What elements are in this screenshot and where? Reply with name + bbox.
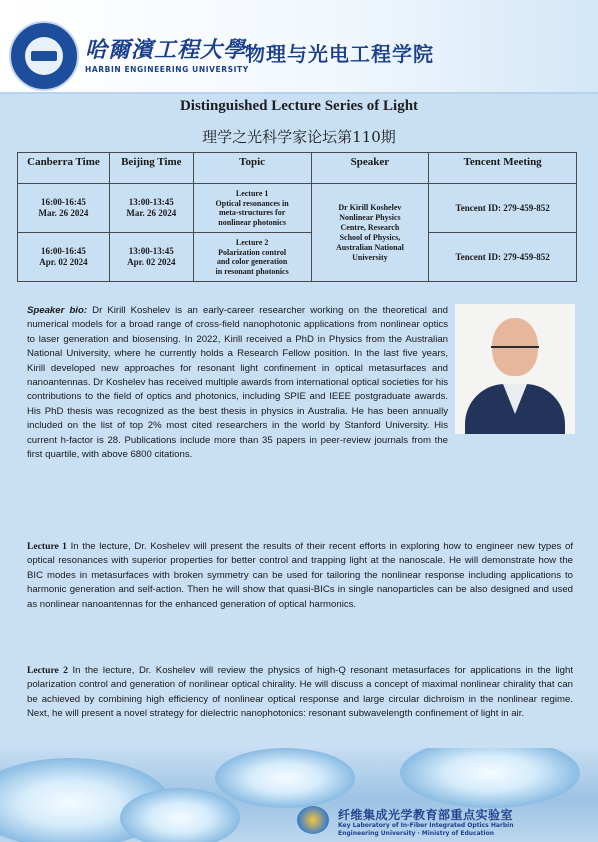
- lecture-2-lead: Lecture 2: [27, 665, 68, 676]
- speaker-photo: [455, 304, 575, 434]
- lecture-2-text: In the lecture, Dr. Koshelev will review the physics of high-Q resonant metasurfaces for applications in the light polarization control and generation of nonlinear optical chirality. He will discuss a concept of maximal nonlinear chirality that can be achieved by combining high efficiency of nonlinear optical response and large circular dichroism in the nonlinear regime. Next, he will present a novel strategy for dielectric nanophotonics: resonant subwavelength confinement of light in air.: [27, 665, 574, 720]
- topic-line: and color generation: [216, 257, 288, 266]
- header-tencent-meeting: Tencent Meeting: [429, 153, 577, 184]
- lab-name-en-line1: Key Laboratory of In-Fiber Integrated Optics Harbin: [338, 822, 514, 829]
- lecture-2-abstract: [27, 664, 573, 722]
- speaker-cell: [311, 184, 429, 282]
- tencent-meeting-cell: Tencent ID: 279-459-852: [429, 184, 577, 233]
- topic-cell: [193, 233, 311, 282]
- lecture-1-lead: Lecture 1: [27, 541, 67, 552]
- table-row: [18, 233, 577, 282]
- topic-cell: [193, 184, 311, 233]
- time-text: 16:00-16:45: [40, 197, 86, 207]
- time-text: 13:00-13:45: [128, 197, 174, 207]
- bio-text: Dr Kirill Koshelev is an early-career researcher working on the theoretical and numerical models for a broad range of cross-field nanophotonic applications from nonlinear optics to laser generation and biosensing. In 2022, Kirill received a PhD in Physics from the Australian National University, where he currently holds a Research Fellow position. In the last five years, Kirill developed new approaches for resonant light confinement in optical metasurfaces and nanoantennas. Dr Koshelev has received multiple awards from international optical societies for his contributions to the field of optics and photonics, including SPIE and IEEE postgraduate awards. His PhD thesis was recognized as the best thesis in physics in Australia. He has been annually included on the list of top 2% most cited researchers in the world by Stanford University. His current h-factor is 28. Publications include more than 35 papers in peer-review journals from the first quartile, with above 6800 citations.: [27, 305, 448, 461]
- table-header-row: [18, 153, 577, 184]
- table-row: [18, 184, 577, 233]
- topic-line: nonlinear photonics: [218, 217, 286, 227]
- header-topic: Topic: [193, 153, 311, 184]
- date-text: Apr. 02 2024: [39, 257, 88, 267]
- topic-line: meta-structures for: [218, 208, 286, 217]
- speaker-line: University: [352, 252, 388, 262]
- header-divider: [0, 92, 598, 94]
- beijing-time-cell: [109, 233, 193, 282]
- topic-line: Lecture 1: [235, 189, 269, 198]
- university-name-en: HARBIN ENGINEERING UNIVERSITY: [85, 65, 249, 74]
- beijing-time-cell: [109, 184, 193, 233]
- header-beijing-time: Beijing Time: [109, 153, 193, 184]
- speaker-line: Nonlinear Physics: [339, 212, 401, 222]
- page-title: Distinguished Lecture Series of Light: [179, 98, 419, 114]
- canberra-time-cell: [18, 233, 110, 282]
- lab-logo-icon: [297, 806, 329, 834]
- lab-name-en-line2: Engineering University · Ministry of Education: [338, 830, 494, 837]
- topic-line: in resonant photonics: [215, 266, 289, 276]
- schedule-table: [17, 152, 577, 282]
- date-text: Mar. 26 2024: [126, 208, 177, 218]
- speaker-line: Centre, Research: [340, 222, 400, 232]
- topic-line: Polarization control: [218, 247, 287, 257]
- page-subtitle: 理学之光科学家论坛第110期: [202, 128, 396, 146]
- lecture-1-abstract: [27, 540, 573, 612]
- lecture-1-text: In the lecture, Dr. Koshelev will present the results of their recent efforts in exploring how to engineer new types of optical resonances with superior properties for better control and trapping light at the nanoscale. He will demonstrate how the BIC modes in metasurfaces with broken symmetry can be used for tailoring the nonlinear response including applications to harmonic generation and self-action. Then he will show that quasi-BICs in single nanoparticles can be also designed and used as nonlinear nanoantennas for the enhanced generation of optical harmonics.: [27, 541, 573, 610]
- topic-line: Optical resonances in: [215, 198, 289, 208]
- date-text: Mar. 26 2024: [38, 208, 89, 218]
- lab-name-cn: 纤维集成光学教育部重点实验室: [338, 808, 514, 822]
- date-text: Apr. 02 2024: [127, 257, 176, 267]
- canberra-time-cell: [18, 184, 110, 233]
- bio-lead: Speaker bio:: [27, 305, 88, 316]
- speaker-line: Dr Kirill Koshelev: [338, 202, 402, 212]
- header-speaker: Speaker: [311, 153, 429, 184]
- tencent-meeting-cell: Tencent ID: 279-459-852: [429, 233, 577, 282]
- university-logo-icon: [9, 21, 79, 91]
- university-name-cn: 哈爾濱工程大學: [85, 37, 247, 63]
- header-canberra-time: Canberra Time: [18, 153, 110, 184]
- time-text: 16:00-16:45: [40, 246, 86, 256]
- topic-line: Lecture 2: [235, 238, 269, 247]
- speaker-line: School of Physics,: [339, 232, 401, 242]
- time-text: 13:00-13:45: [128, 246, 174, 256]
- college-name: 物理与光电工程学院: [245, 42, 434, 66]
- speaker-line: Australian National: [336, 242, 404, 252]
